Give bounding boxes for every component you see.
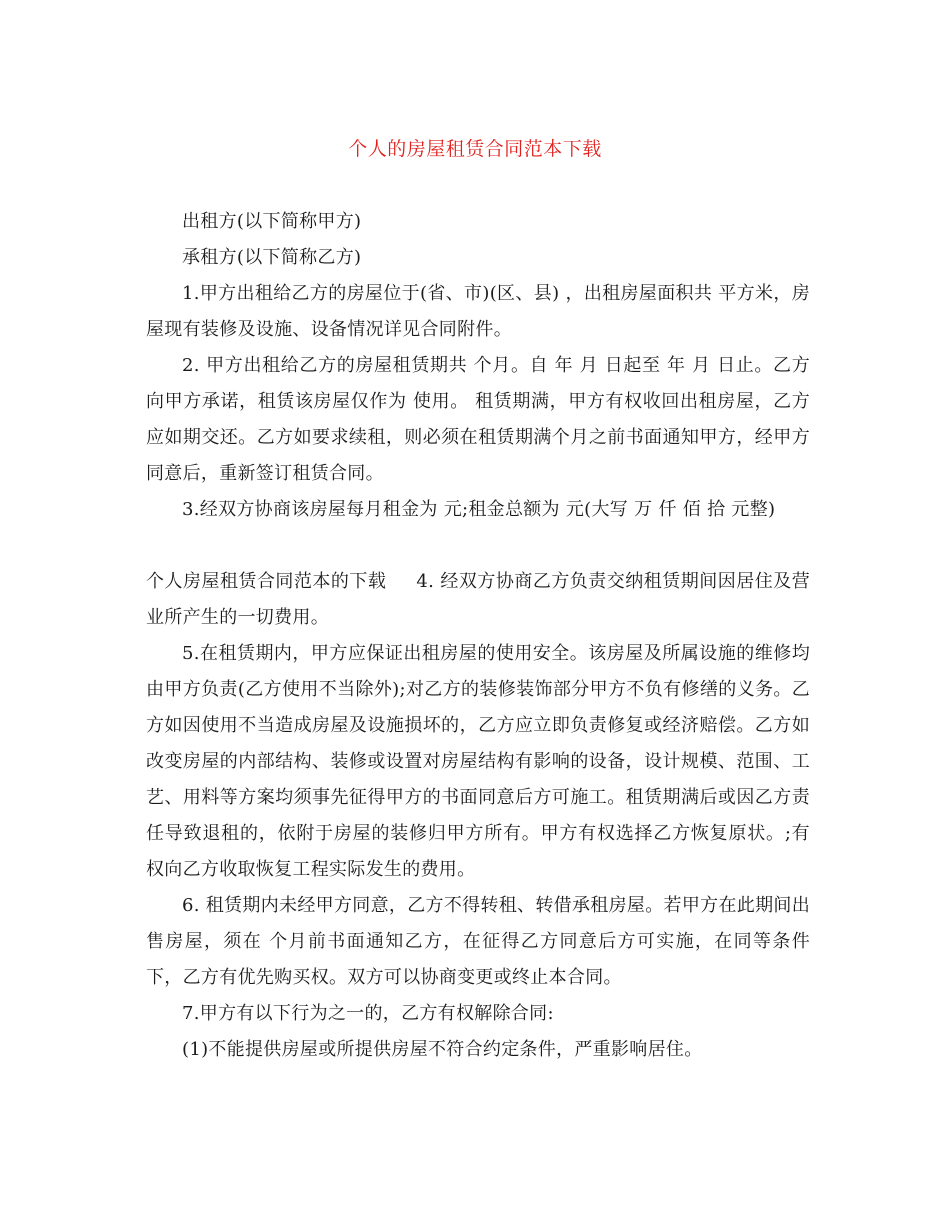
clause-7: 7.甲方有以下行为之一的，乙方有权解除合同: <box>182 1003 554 1024</box>
clause-3: 3.经双方协商该房屋每月租金为 元;租金总额为 元(大写 万 仟 佰 拾 元整) <box>182 499 776 520</box>
lessor-line: 出租方(以下简称甲方) <box>182 211 362 232</box>
lessee-line: 承租方(以下简称乙方) <box>182 247 362 268</box>
document-title: 个人的房屋租赁合同范本下载 <box>348 138 602 160</box>
clause-4-text: 4. 经双方协商乙方负责交纳租赁期间因居住及营业所产生的一切费用。 <box>146 571 811 628</box>
document-body <box>146 204 810 1068</box>
clause-1: 1.甲方出租给乙方的房屋位于(省、市)(区、县) ，出租房屋面积共 平方米，房屋现有装修及设施、设备情况详见合同附件。 <box>146 283 810 340</box>
clause-4 <box>146 564 810 636</box>
clause-2: 2. 甲方出租给乙方的房屋租赁期共 个月。自 年 月 日起至 年 月 日止。乙方向甲方承诺，租赁该房屋仅作为 使用。 租赁期满，甲方有权收回出租房屋，乙方应如期交还。乙方如要求续租，则必须在租赁期满个月之前书面通知甲方，经甲方同意后，重新签订租赁合同。 <box>146 355 810 484</box>
clause-5: 5.在租赁期内，甲方应保证出租房屋的使用安全。该房屋及所属设施的维修均由甲方负责(乙方使用不当除外);对乙方的装修装饰部分甲方不负有修缮的义务。乙方如因使用不当造成房屋及设施损坏的，乙方应立即负责修复或经济赔偿。乙方如改变房屋的内部结构、装修或设置对房屋结构有影响的设备，设计规模、范围、工艺、用料等方案均须事先征得甲方的书面同意后方可施工。租赁期满后或因乙方责任导致退租的，依附于房屋的装修归甲方所有。甲方有权选择乙方恢复原状。;有权向乙方收取恢复工程实际发生的费用。 <box>146 643 810 880</box>
clause-4-prefix: 个人房屋租赁合同范本的下载 <box>146 571 387 592</box>
paragraph-gap <box>146 528 810 564</box>
clause-6: 6. 租赁期内未经甲方同意，乙方不得转租、转借承租房屋。若甲方在此期间出售房屋，须在 个月前书面通知乙方，在征得乙方同意后方可实施，在同等条件下，乙方有优先购买权。双方可以协商变更或终止本合同。 <box>146 895 810 988</box>
clause-7-item-1: (1)不能提供房屋或所提供房屋不符合约定条件，严重影响居住。 <box>182 1039 703 1060</box>
